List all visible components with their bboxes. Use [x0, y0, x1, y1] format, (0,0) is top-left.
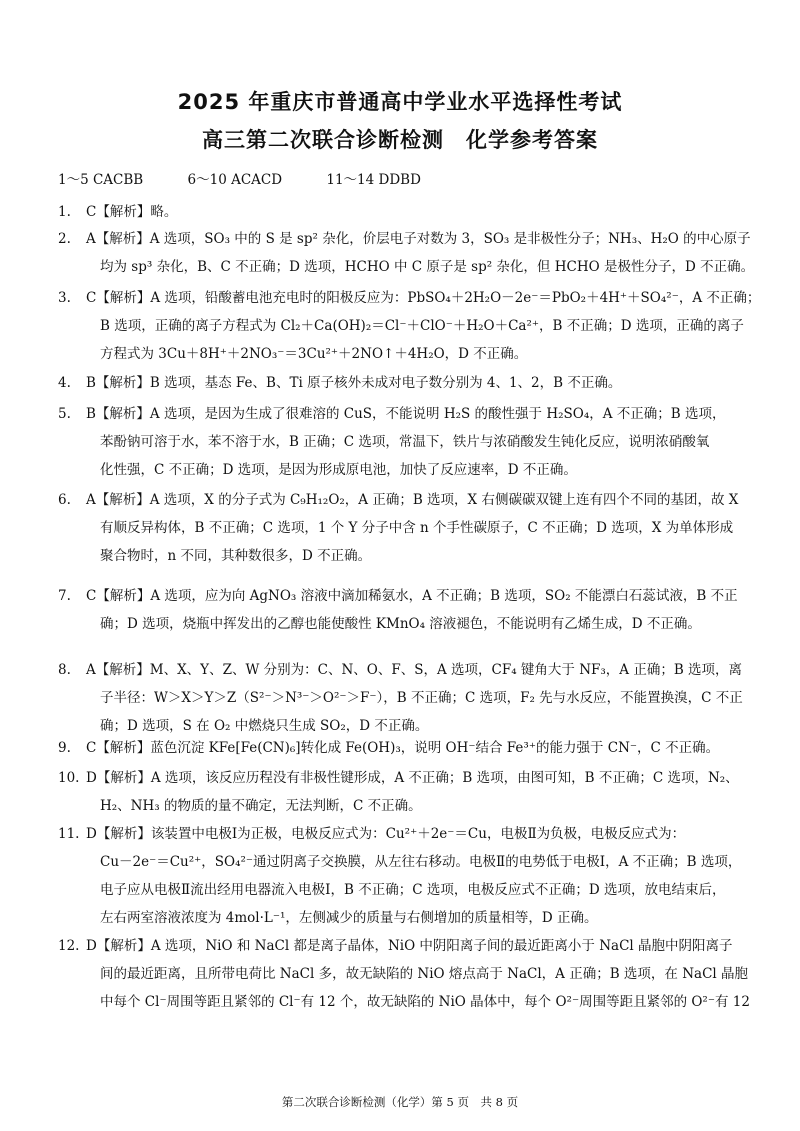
explanation-line [58, 284, 761, 312]
item-number: 3. [58, 290, 71, 306]
explanation-item [58, 486, 748, 570]
explanation-line [58, 764, 748, 792]
explanation-text: B【解析】B 选项，基态 Fe、B、Ti 原子核外未成对电子数分别为 4、1、2，B 不正确。 [86, 375, 622, 391]
page-footer: 第二次联合诊断检测（化学）第 5 页 共 8 页 [281, 1095, 519, 1109]
explanation-item [58, 820, 748, 932]
explanation-item [58, 764, 748, 820]
explanation-text: D【解析】该装置中电极Ⅰ为正极，电极反应式为：Cu²⁺＋2e⁻＝Cu，电极Ⅱ为负极，电极反应式为： [86, 826, 686, 842]
item-number: 4. [58, 375, 71, 391]
explanation-line: 子半径：W＞X＞Y＞Z（S²⁻＞N³⁻＞O²⁻＞F⁻），B 不正确；C 选项，F₂ 先与水反应，不能置换溴，C 不正 [100, 690, 743, 706]
item-number: 10. [58, 770, 80, 786]
explanation-line: 确；D 选项，S 在 O₂ 中燃烧只生成 SO₂，D 不正确。 [100, 718, 429, 734]
explanation-item [58, 656, 748, 740]
explanation-text: D【解析】A 选项，NiO 和 NaCl 都是离子晶体，NiO 中阴阳离子间的最近距离小于 NaCl 晶胞中阴阳离子 [86, 938, 733, 954]
explanation-item [58, 932, 748, 1016]
explanation-line: Cu－2e⁻＝Cu²⁺，SO₄²⁻通过阴离子交换膜，从左往右移动。电极Ⅱ的电势低于电极Ⅰ，A 不正确；B 选项， [100, 854, 742, 870]
explanation-text: A【解析】M、X、Y、Z、W 分别为：C、N、O、F、S，A 选项，CF₄ 键角大于 NF₃，A 正确；B 选项，离 [86, 662, 743, 678]
explanation-item [58, 284, 761, 368]
explanation-line: 方程式为 3Cu＋8H⁺＋2NO₃⁻＝3Cu²⁺＋2NO↑＋4H₂O，D 不正确。 [100, 346, 528, 362]
explanation-text: B【解析】A 选项，是因为生成了很难溶的 CuS，不能说明 H₂S 的酸性强于 H₂SO₄，A 不正确；B 选项， [86, 406, 726, 422]
explanation-line [58, 582, 748, 610]
explanation-line [58, 198, 748, 226]
answer-group: 6～10 ACACD [187, 172, 283, 188]
explanation-text: C【解析】A 选项，铅酸蓄电池充电时的阳极反应为：PbSO₄＋2H₂O－2e⁻＝PbO₂＋4H⁺＋SO₄²⁻，A 不正确； [86, 290, 761, 306]
item-number: 6. [58, 492, 71, 508]
explanation-line: 均为 sp³ 杂化，B、C 不正确；D 选项，HCHO 中 C 原子是 sp² 杂化，但 HCHO 是极性分子，D 不正确。 [100, 259, 755, 275]
explanation-text: D【解析】A 选项，该反应历程没有非极性键形成，A 不正确；B 选项，由图可知，B 不正确；C 选项，N₂、 [86, 770, 739, 786]
item-number: 9. [58, 740, 71, 756]
explanation-line [58, 734, 748, 762]
answer-group: 1～5 CACBB [58, 172, 144, 188]
explanation-line [58, 486, 748, 514]
explanation-item [58, 198, 748, 226]
explanation-item [58, 582, 748, 638]
item-number: 8. [58, 662, 71, 678]
explanation-text: C【解析】A 选项，应为向 AgNO₃ 溶液中滴加稀氨水，A 不正确；B 选项，SO₂ 不能漂白石蕊试液，B 不正 [86, 588, 738, 604]
explanation-text: C【解析】蓝色沉淀 KFe[Fe(CN)₆]转化成 Fe(OH)₃，说明 OH⁻结合 Fe³⁺的能力强于 CN⁻，C 不正确。 [86, 740, 720, 756]
item-number: 1. [58, 204, 71, 220]
explanation-line: 化性强，C 不正确；D 选项，是因为形成原电池，加快了反应速率，D 不正确。 [100, 462, 577, 478]
explanation-line [58, 369, 748, 397]
explanation-text: A【解析】A 选项，SO₃ 中的 S 是 sp² 杂化，价层电子对数为 3，SO₃ 是非极性分子；NH₃、H₂O 的中心原子 [86, 231, 751, 247]
explanation-item [58, 734, 748, 762]
explanation-line [58, 656, 748, 684]
explanation-line: 间的最近距离，且所带电荷比 NaCl 多，故无缺陷的 NiO 熔点高于 NaCl，A 正确；B 选项，在 NaCl 晶胞 [100, 966, 749, 982]
explanation-line: 确；D 选项，烧瓶中挥发出的乙醇也能使酸性 KMnO₄ 溶液褪色，不能说明有乙烯生成，D 不正确。 [100, 616, 701, 632]
explanation-line: 有顺反异构体，B 不正确；C 选项，1 个 Y 分子中含 n 个手性碳原子，C 不正确；D 选项，X 为单体形成 [100, 520, 734, 536]
item-number: 2. [58, 231, 71, 247]
explanation-line [58, 400, 748, 428]
explanation-line: 中每个 Cl⁻周围等距且紧邻的 Cl⁻有 12 个，故无缺陷的 NiO 晶体中，每个 O²⁻周围等距且紧邻的 O²⁻有 12 [100, 994, 750, 1010]
item-number: 5. [58, 406, 71, 422]
item-number: 12. [58, 938, 80, 954]
explanation-text: A【解析】A 选项，X 的分子式为 C₉H₁₂O₂，A 正确；B 选项，X 右侧碳碳双键上连有四个不同的基团，故 X [86, 492, 739, 508]
answer-key [58, 168, 461, 188]
explanation-line: 左右两室溶液浓度为 4mol·L⁻¹，左侧减少的质量与右侧增加的质量相等，D 正确。 [100, 910, 598, 926]
answer-group: 11～14 DDBD [326, 172, 421, 188]
explanation-line: 电子应从电极Ⅱ流出经用电器流入电极Ⅰ，B 不正确；C 选项，电极反应式不正确；D 选项，放电结束后， [100, 882, 726, 898]
explanation-line [58, 225, 751, 253]
explanation-item [58, 400, 748, 484]
page-subtitle: 高三第二次联合诊断检测 化学参考答案 [202, 128, 598, 152]
explanation-line: B 选项，正确的离子方程式为 Cl₂＋Ca(OH)₂＝Cl⁻＋ClO⁻＋H₂O＋Ca²⁺，B 不正确；D 选项，正确的离子 [100, 318, 744, 334]
item-number: 7. [58, 588, 71, 604]
explanation-line [58, 932, 748, 960]
explanation-line [58, 820, 748, 848]
explanation-line: 苯酚钠可溶于水，苯不溶于水，B 正确；C 选项，常温下，铁片与浓硝酸发生钝化反应，说明浓硝酸氧 [100, 434, 710, 450]
page-title: 2025 年重庆市普通高中学业水平选择性考试 [177, 90, 623, 114]
item-number: 11. [58, 826, 80, 842]
explanation-text: C【解析】略。 [86, 204, 178, 220]
explanation-item [58, 225, 755, 281]
explanation-line: 聚合物时，n 不同，其种数很多，D 不正确。 [100, 548, 372, 564]
explanation-item [58, 369, 748, 397]
explanation-line: H₂、NH₃ 的物质的量不确定，无法判断，C 不正确。 [100, 798, 422, 814]
